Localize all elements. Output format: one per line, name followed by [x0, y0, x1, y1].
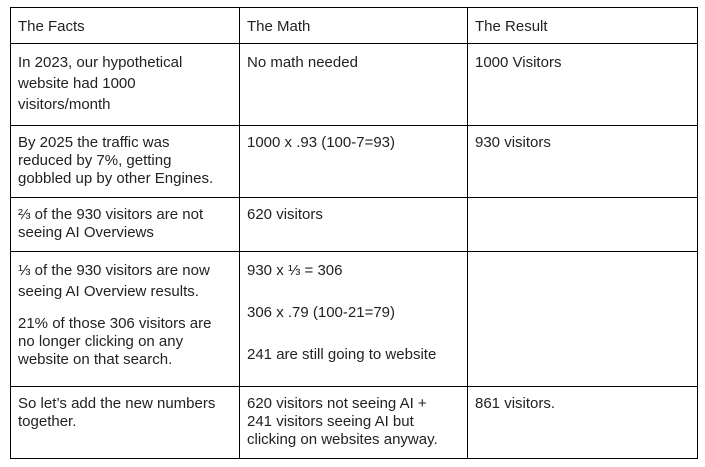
header-cell-result: The Result — [468, 8, 698, 44]
comparison-table — [10, 7, 698, 459]
table-row — [11, 198, 698, 252]
facts-text: In 2023, our hypothetical website had 1000 visitors/month — [18, 54, 183, 113]
math-text: 930 x ⅓ = 306 — [247, 262, 343, 279]
result-cell — [468, 387, 698, 459]
math-text: 241 are still going to website — [247, 346, 437, 363]
facts-text: By 2025 the traffic was reduced by 7%, getting gobbled up by other Engines. — [18, 134, 214, 187]
facts-cell — [11, 387, 240, 459]
facts-text: ⅓ of the 930 visitors are now seeing AI Overview results. — [18, 262, 210, 300]
facts-text: So let’s add the new numbers together. — [18, 395, 216, 430]
table-row — [11, 252, 698, 387]
facts-cell — [11, 198, 240, 252]
facts-cell — [11, 44, 240, 126]
math-text: 620 visitors not seeing AI + 241 visitors seeing AI but clicking on websites anyway. — [247, 395, 438, 448]
math-text: No math needed — [247, 54, 358, 71]
result-text: 930 visitors — [475, 134, 551, 151]
result-text: 1000 Visitors — [475, 54, 562, 71]
math-cell — [240, 252, 468, 387]
header-row — [11, 8, 698, 44]
facts-text: ⅔ of the 930 visitors are not seeing AI Overviews — [18, 206, 204, 241]
math-text: 1000 x .93 (100-7=93) — [247, 134, 396, 151]
math-text: 306 x .79 (100-21=79) — [247, 304, 396, 321]
math-cell — [240, 126, 468, 198]
table-row — [11, 44, 698, 126]
math-text: 620 visitors — [247, 206, 323, 223]
table-row — [11, 126, 698, 198]
math-cell — [240, 44, 468, 126]
math-cell — [240, 198, 468, 252]
result-cell — [468, 44, 698, 126]
math-cell — [240, 387, 468, 459]
result-cell — [468, 126, 698, 198]
result-text: 861 visitors. — [475, 395, 556, 412]
table-row — [11, 387, 698, 459]
facts-text: 21% of those 306 visitors are no longer clicking on any website on that search. — [18, 315, 212, 368]
facts-cell — [11, 126, 240, 198]
result-cell — [468, 252, 698, 387]
facts-cell — [11, 252, 240, 387]
header-cell-math: The Math — [240, 8, 468, 44]
header-cell-facts: The Facts — [11, 8, 240, 44]
result-cell — [468, 198, 698, 252]
